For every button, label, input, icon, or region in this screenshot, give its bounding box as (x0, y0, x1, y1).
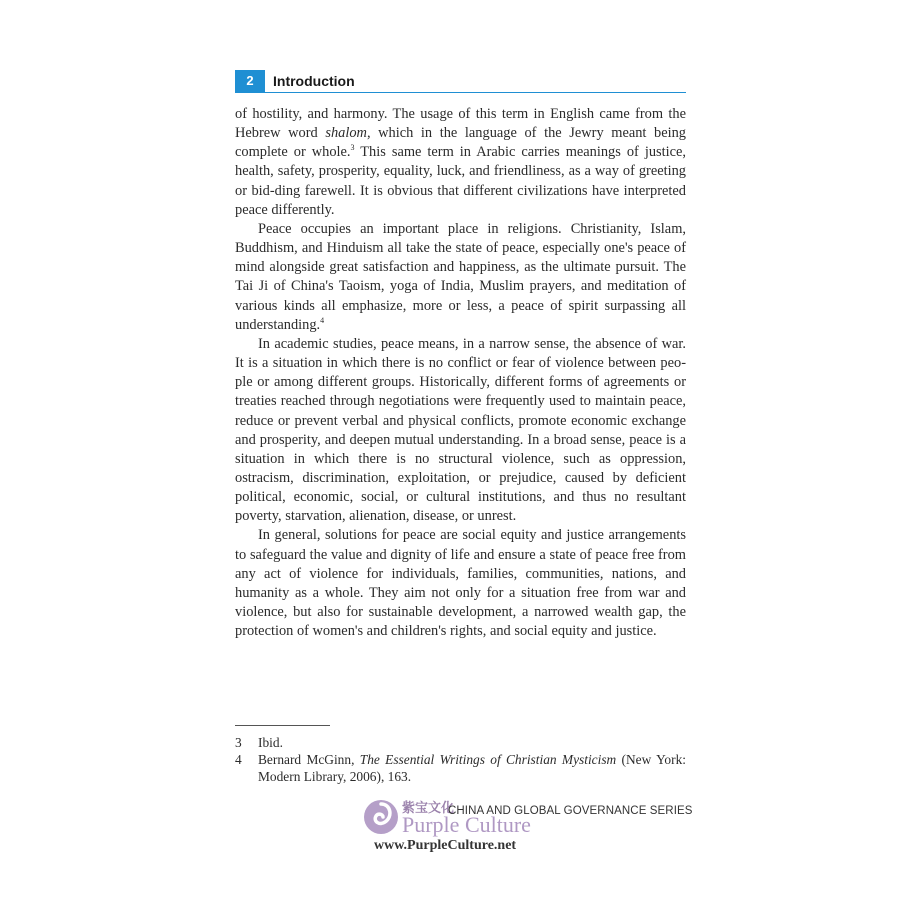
header-rule (235, 92, 686, 93)
footnotes (235, 734, 686, 785)
watermark-chinese: 紫宝文化 (402, 801, 455, 816)
watermark-url: www.PurpleCulture.net (374, 838, 517, 853)
text-run: Bernard McGinn, (258, 752, 360, 767)
italic-text: The Essential Writings of Christian Mysticism (359, 752, 617, 767)
body-paragraph (235, 105, 686, 220)
text-run: Peace occupies an important place in religions. Christianity, Islam, Buddhism, and Hinduism all take the state of peace, especially one's peace of mind alongside great satisfaction and happiness, as the ultimate pursuit. The Tai Ji of China's Taoism, yoga of India, Muslim prayers, and meditation of various kinds all emphasize, more or less, a peace of spirit surpassing all understanding. (235, 220, 686, 333)
text-run: In general, solutions for peace are social equity and justice arrangements to safeguard the value and dignity of life and ensure a state of peace free from any act of violence for individuals, families, communities, nations, and humanity as a whole. They aim not only for a situation free from war and violence, but also for sustainable development, a narrowed wealth gap, the protection of women's and children's rights, and social equity and justice. (235, 527, 686, 640)
text-run: , which in the language of the Jewry meant being complete or whole. (235, 125, 686, 161)
purple-culture-logo-icon (361, 795, 401, 839)
footnote-rule (235, 725, 330, 726)
watermark-name: Purple Culture (402, 812, 531, 837)
text-run: In academic studies, peace means, in a narrow sense, the absence of war. It is a situation in which there is no conflict or fear of violence between peo-ple or among different groups. Historically, different forms of agreements or treaties reached through negotiations were frequently used to maintain peace, reduce or prevent verbal and physical conflicts, promote economic exchange and prosperity, and deepen mutual understanding. In a broad sense, peace is a situation in which there is no structural violence, such as oppression, ostracism, discrimination, exploitation, or prejudice, caused by deficient political, economic, social, or cultural institutions, and thus no resultant poverty, starvation, alienation, disease, or unrest. (235, 335, 686, 525)
body-paragraph (235, 335, 686, 527)
chapter-title: Introduction (273, 73, 355, 89)
running-header (235, 70, 686, 92)
footnote-ref: 3 (350, 143, 355, 153)
footnote (235, 751, 686, 785)
page-number: 2 (235, 70, 265, 92)
body-paragraph (235, 526, 686, 641)
footnote-ref: 4 (320, 315, 325, 325)
text-run: This same term in Arabic carries meanings of justice, health, safety, prosperity, equality, luck, and friendliness, as a way of greeting or bid-ding farewell. It is obvious that different civilizations have interpreted peace differently. (235, 144, 686, 218)
footnote (235, 734, 686, 751)
footnote-number: 4 (235, 752, 242, 767)
series-title: CHINA AND GLOBAL GOVERNANCE SERIES (448, 805, 693, 817)
body-paragraph (235, 220, 686, 335)
text-run: of hostility, and harmony. The usage of this term in English came from the Hebrew word (235, 106, 686, 142)
body-text (235, 105, 686, 641)
text-run: Ibid. (258, 735, 283, 750)
text-run: (New York: Modern Library, 2006), 163. (258, 752, 686, 784)
italic-text: shalom (325, 125, 367, 142)
footnote-number: 3 (235, 735, 242, 750)
